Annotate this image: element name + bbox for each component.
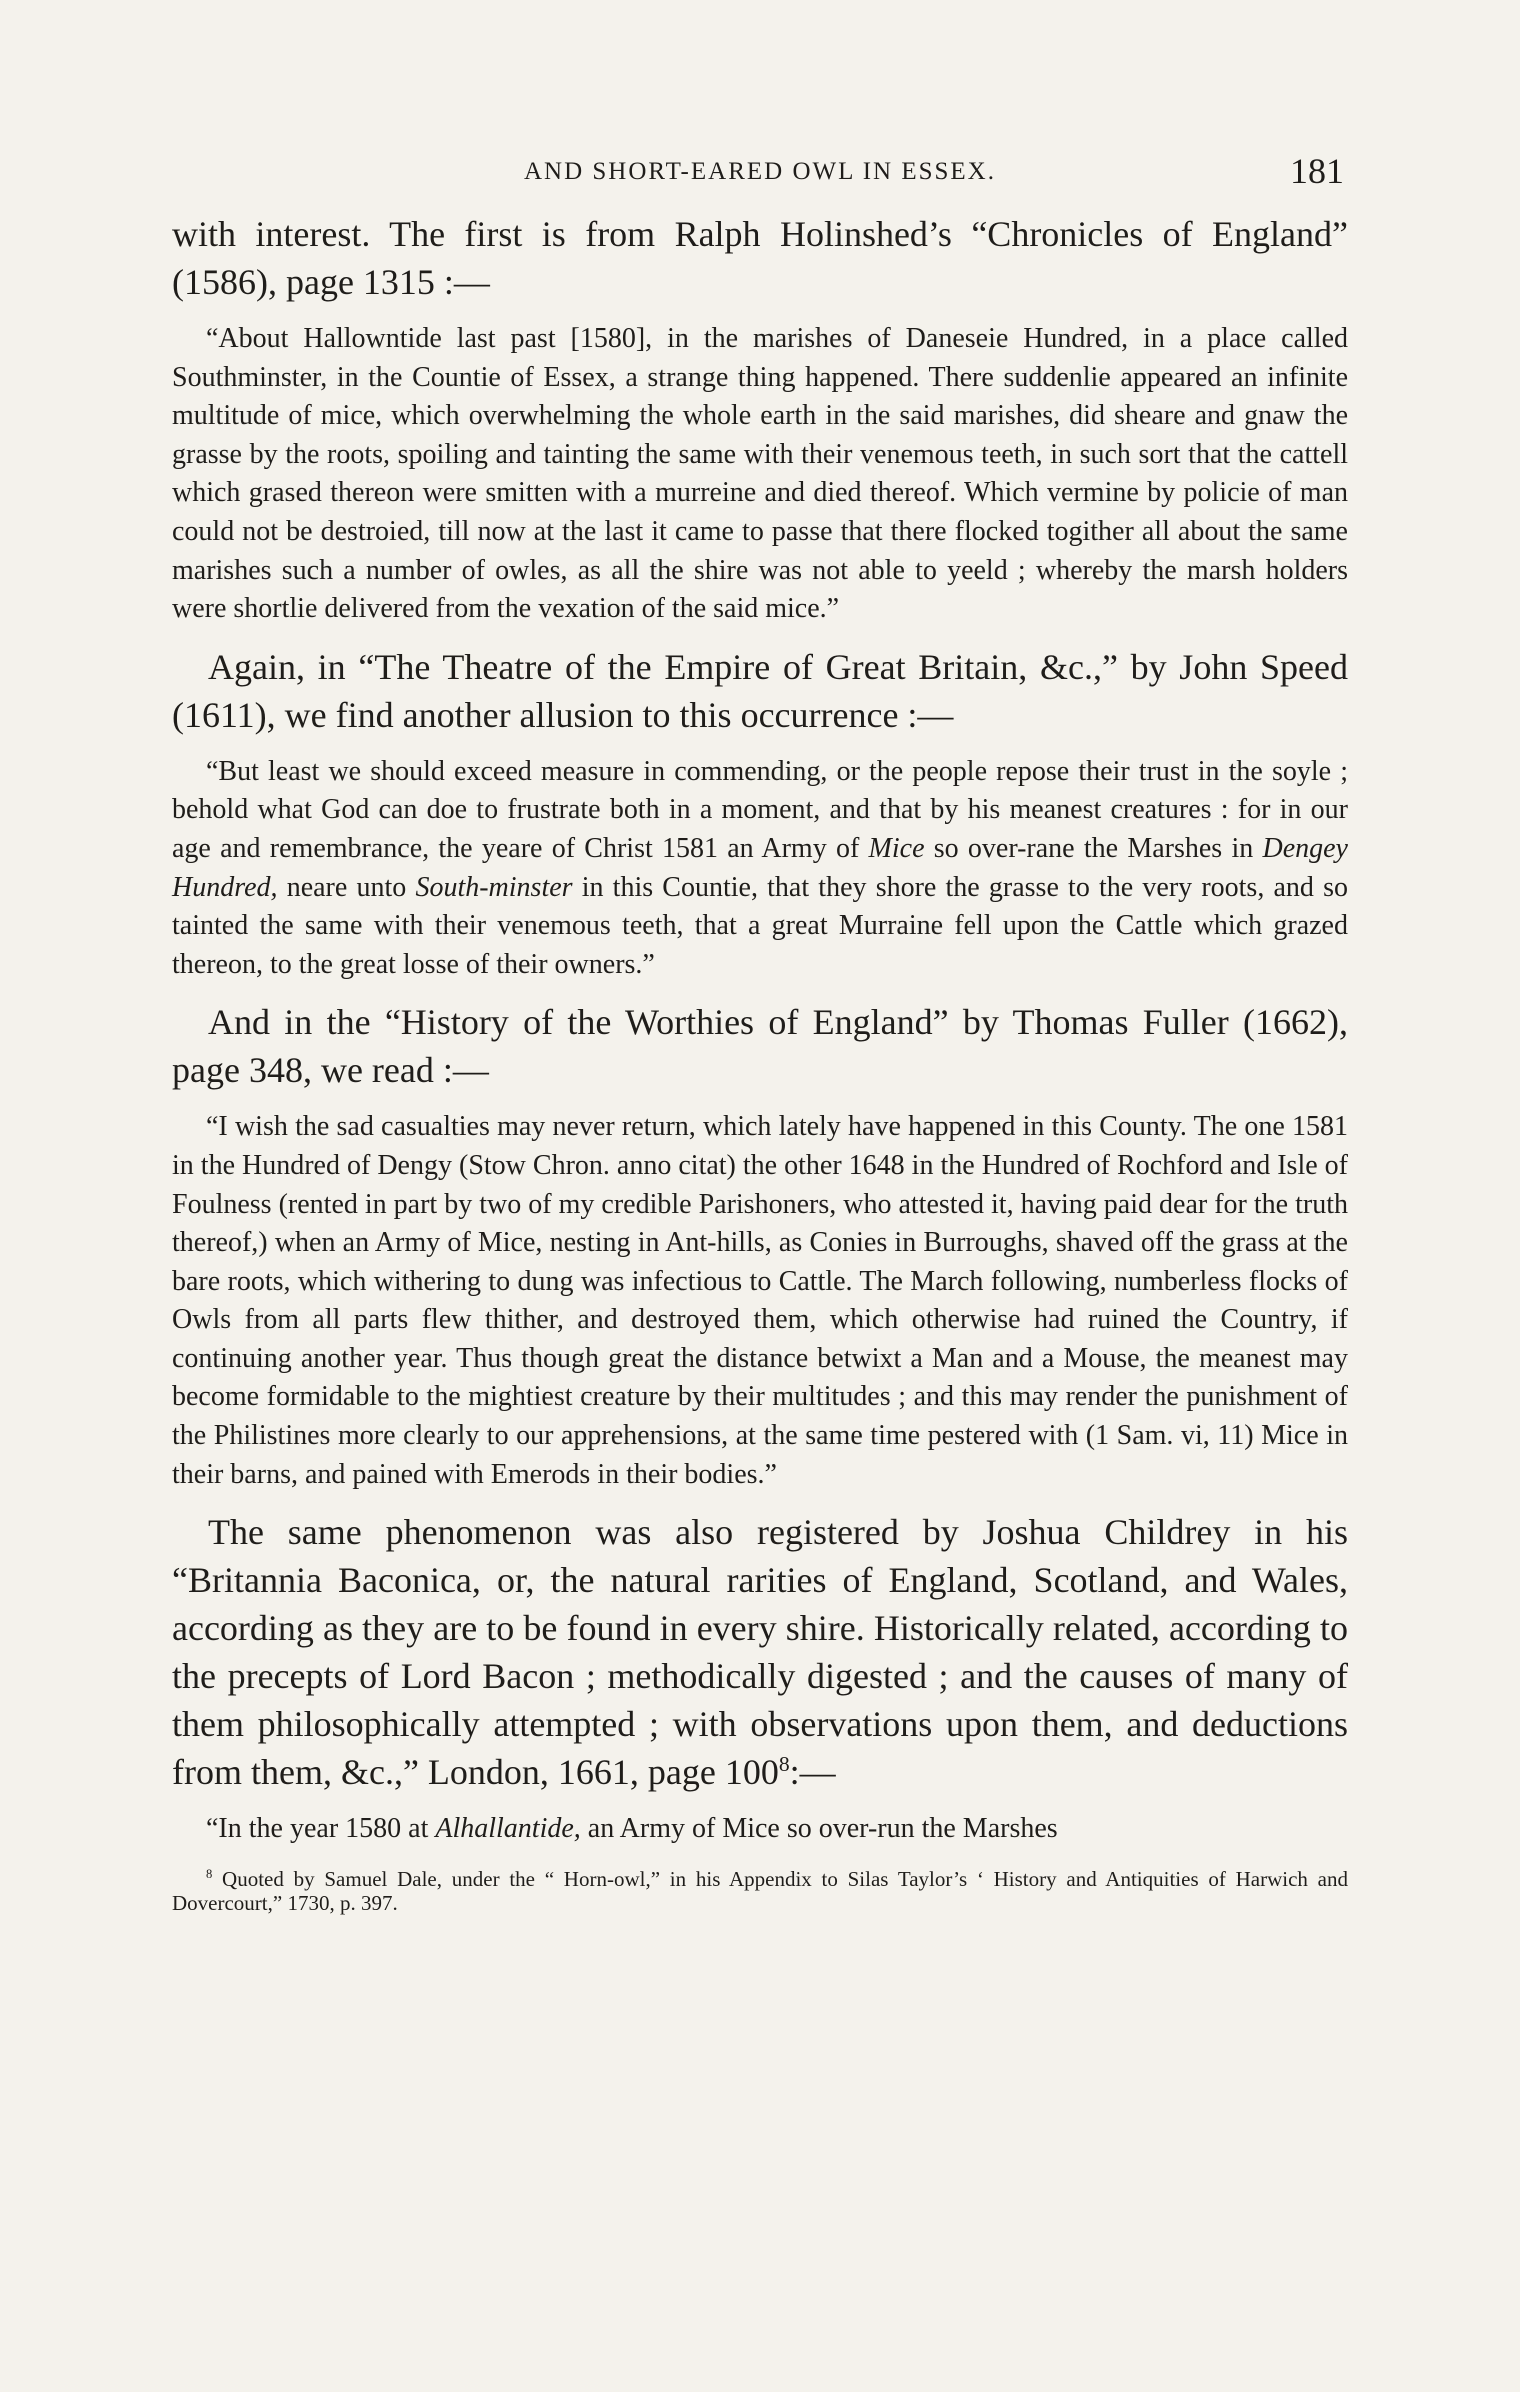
footnote-marker: 8 bbox=[206, 1866, 213, 1881]
footnote bbox=[172, 1867, 1348, 1915]
body-paragraph: Again, in “The Theatre of the Empire of Great Britain, &c.,” by John Speed (1611), we find another allusion to this occurrence :— bbox=[172, 646, 1348, 735]
page-number: 181 bbox=[1290, 151, 1344, 191]
quote-text: in this Countie, that they shore the grasse to the very roots, and so tainted the same with their venemous teeth, that a great Murraine fell upon the Cattle which grazed thereon, to the great losse of their owners.” bbox=[172, 871, 1348, 980]
quote-text: “But least we should exceed measure in commending, or the people repose their trust in the soyle ; behold what God can doe to frustrate both in a moment, and that by his meanest creatures : for in our age and remembrance, the yeare of Christ 1581 an Army of bbox=[172, 755, 1348, 864]
running-head: AND SHORT-EARED OWL IN ESSEX. bbox=[523, 158, 996, 185]
italic-term: Dengey Hundred, bbox=[172, 832, 1348, 903]
quotation-holinshed: “About Hallowntide last past [1580], in the marishes of Daneseie Hundred, in a place called Southminster, in the Countie of Essex, a strange thing happened. There suddenlie appeared an infinite multitude of mice, which overwhelming the whole earth in the said marishes, did sheare and gnaw the grasse by the roots, spoiling and tainting the same with their venemous teeth, in such sort that the cattell which grased thereon were smitten with a murreine and died thereof. Which vermine by policie of man could not be destroied, till now at the last it came to passe that there flocked togither all about the same marishes such a number of owles, as all the shire was not able to yeeld ; whereby the marsh holders were shortlie delivered from the vexation of the said mice.” bbox=[172, 323, 1348, 625]
page-header bbox=[172, 150, 1348, 210]
italic-term: Alhallantide, bbox=[435, 1813, 581, 1845]
quotation-fuller: “I wish the sad casualties may never return, which lately have happened in this County. The one 1581 in the Hundred of Dengy (Stow Chron. anno citat) the other 1648 in the Hundred of Rochford and Isle of Foulness (rented in part by two of my credible Parishoners, who attested it, having paid dear for the truth thereof,) when an Army of Mice, nesting in Ant-hills, as Conies in Burroughs, shaved off the grass at the bare roots, which withering to dung was infectious to Cattle. The March following, numberless flocks of Owls from all parts flew thither, and destroyed them, which otherwise had ruined the Country, if continuing another year. Thus though great the distance betwixt a Man and a Mouse, the meanest may become formidable to the mightiest creature by their multitudes ; and this may render the punishment of the Philistines more clearly to our apprehensions, at the same time pestered with (1 Sam. vi, 11) Mice in their barns, and pained with Emerods in their bodies.” bbox=[172, 1111, 1348, 1490]
body-paragraph bbox=[172, 1508, 1348, 1796]
quote-text: “In the year 1580 at bbox=[206, 1813, 436, 1845]
footnote-text: Quoted by Samuel Dale, under the “ Horn-owl,” in his Appendix to Silas Taylor’s ‘ History and Antiquities of Harwich and Dovercourt,” 1730, p. 397. bbox=[172, 1866, 1348, 1915]
book-page bbox=[172, 150, 1348, 1936]
body-paragraph: And in the “History of the Worthies of England” by Thomas Fuller (1662), page 348, we read :— bbox=[172, 1002, 1348, 1091]
body-text: :— bbox=[789, 1752, 836, 1793]
quote-text: so over-rane the Marshes in bbox=[924, 832, 1263, 864]
body-paragraph: with interest. The first is from Ralph Holinshed’s “Chronicles of England” (1586), page 1315 :— bbox=[172, 214, 1348, 302]
quote-text: neare unto bbox=[277, 871, 416, 903]
quote-text: an Army of Mice so over-run the Marshes bbox=[580, 1813, 1058, 1845]
body-text: The same phenomenon was also registered by Joshua Childrey in his “Britannia Baconica, or, the natural rarities of England, Scotland, and Wales, according as they are to be found in every shire. Historically related, according to the precepts of Lord Bacon ; methodically digested ; and the causes of many of them philosophically attempted ; with observations upon them, and deductions from them, &c.,” London, 1661, page 100 bbox=[172, 1512, 1348, 1793]
quotation-childrey bbox=[172, 1810, 1348, 1849]
italic-term: Mice bbox=[868, 832, 925, 864]
italic-term: South-minster bbox=[415, 871, 573, 903]
footnote-reference: 8 bbox=[778, 1752, 790, 1777]
quotation-speed bbox=[172, 753, 1348, 985]
